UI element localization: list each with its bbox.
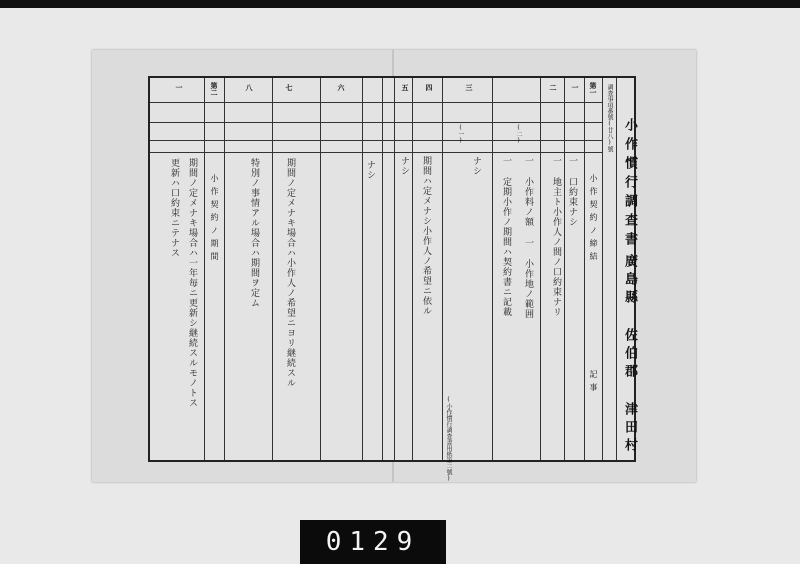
column-number: 六 — [337, 84, 346, 91]
col-line — [204, 78, 205, 460]
document-title: 小作慣行調查書 — [622, 118, 637, 251]
handwritten-entry: 期間ハ定メナシ小作人ノ希望ニ依ル — [421, 156, 431, 316]
survey-document-spread — [92, 50, 696, 482]
col-line — [362, 78, 363, 460]
handwritten-entry: 一 口約束ナシ — [567, 156, 577, 227]
handwritten-entry: 更新ハ口約束ニテナス — [169, 158, 179, 258]
handwritten-entry: 一 小作料ノ額 一 小作地ノ範囲 — [523, 156, 533, 319]
col-line — [584, 78, 585, 460]
handwritten-entry: 一 定期小作ノ期間ハ契約書ニ記載 — [501, 156, 511, 317]
column-number: 一 — [175, 84, 184, 91]
col-line — [320, 78, 321, 460]
section-number-right: 第一 — [589, 82, 598, 96]
header-rule-1 — [150, 102, 602, 103]
header-rule-2 — [150, 122, 602, 123]
col-line — [412, 78, 413, 460]
table-frame — [148, 76, 637, 482]
column-number: 二 — [549, 84, 558, 91]
column-number: 四 — [425, 84, 434, 91]
handwritten-entry: ナシ — [471, 156, 481, 176]
col-line — [540, 78, 541, 460]
column-number: 一 — [571, 84, 580, 91]
handwritten-entry: 一 地主ト小作人ノ間ノ口約束ナリ — [551, 156, 561, 317]
col-line — [442, 78, 443, 460]
prefecture-line: 廣島縣 佐伯郡 津田村 — [622, 254, 637, 456]
col-line — [602, 78, 603, 460]
col-line — [382, 78, 383, 460]
survey-number: 調查事項番號(廿八)號 — [606, 84, 613, 152]
film-frame-number: 0129 — [300, 520, 446, 564]
header-rule-3 — [150, 140, 602, 141]
col-line — [492, 78, 493, 460]
col-line — [394, 78, 395, 460]
column-number: 三 — [465, 84, 474, 91]
section-number-left: 第二 — [210, 82, 219, 96]
film-frame-edge — [0, 0, 800, 8]
handwritten-entry: 特別ノ事情アル場合ハ期間ヲ定ム — [249, 158, 259, 308]
col-line — [272, 78, 273, 460]
header-rule-4 — [150, 152, 602, 153]
record-label: 記事 — [589, 370, 598, 396]
form-footer-note: (小作慣行調查書用紙第二號) — [445, 396, 452, 482]
section-heading-right: 小作契約ノ締結 — [589, 174, 598, 265]
section-heading-left: 小作契約ノ期間 — [210, 174, 219, 265]
col-line — [616, 78, 617, 460]
col-line — [224, 78, 225, 460]
handwritten-entry: ナシ — [399, 156, 409, 176]
column-number: 八 — [245, 84, 254, 91]
column-number: 五 — [401, 84, 410, 91]
column-number: 七 — [285, 84, 294, 91]
handwritten-entry: 期間ノ定メナキ場合ハ小作人ノ希望ニヨリ継続スル — [285, 158, 295, 388]
col-line — [564, 78, 565, 460]
sub-column-number: (一) — [457, 124, 464, 144]
sub-column-number: (二) — [515, 124, 522, 144]
handwritten-entry: 期間ノ定メナキ場合ハ一年毎ニ更新シ継続スルモノトス — [187, 158, 197, 408]
handwritten-entry: ナシ — [365, 160, 375, 180]
